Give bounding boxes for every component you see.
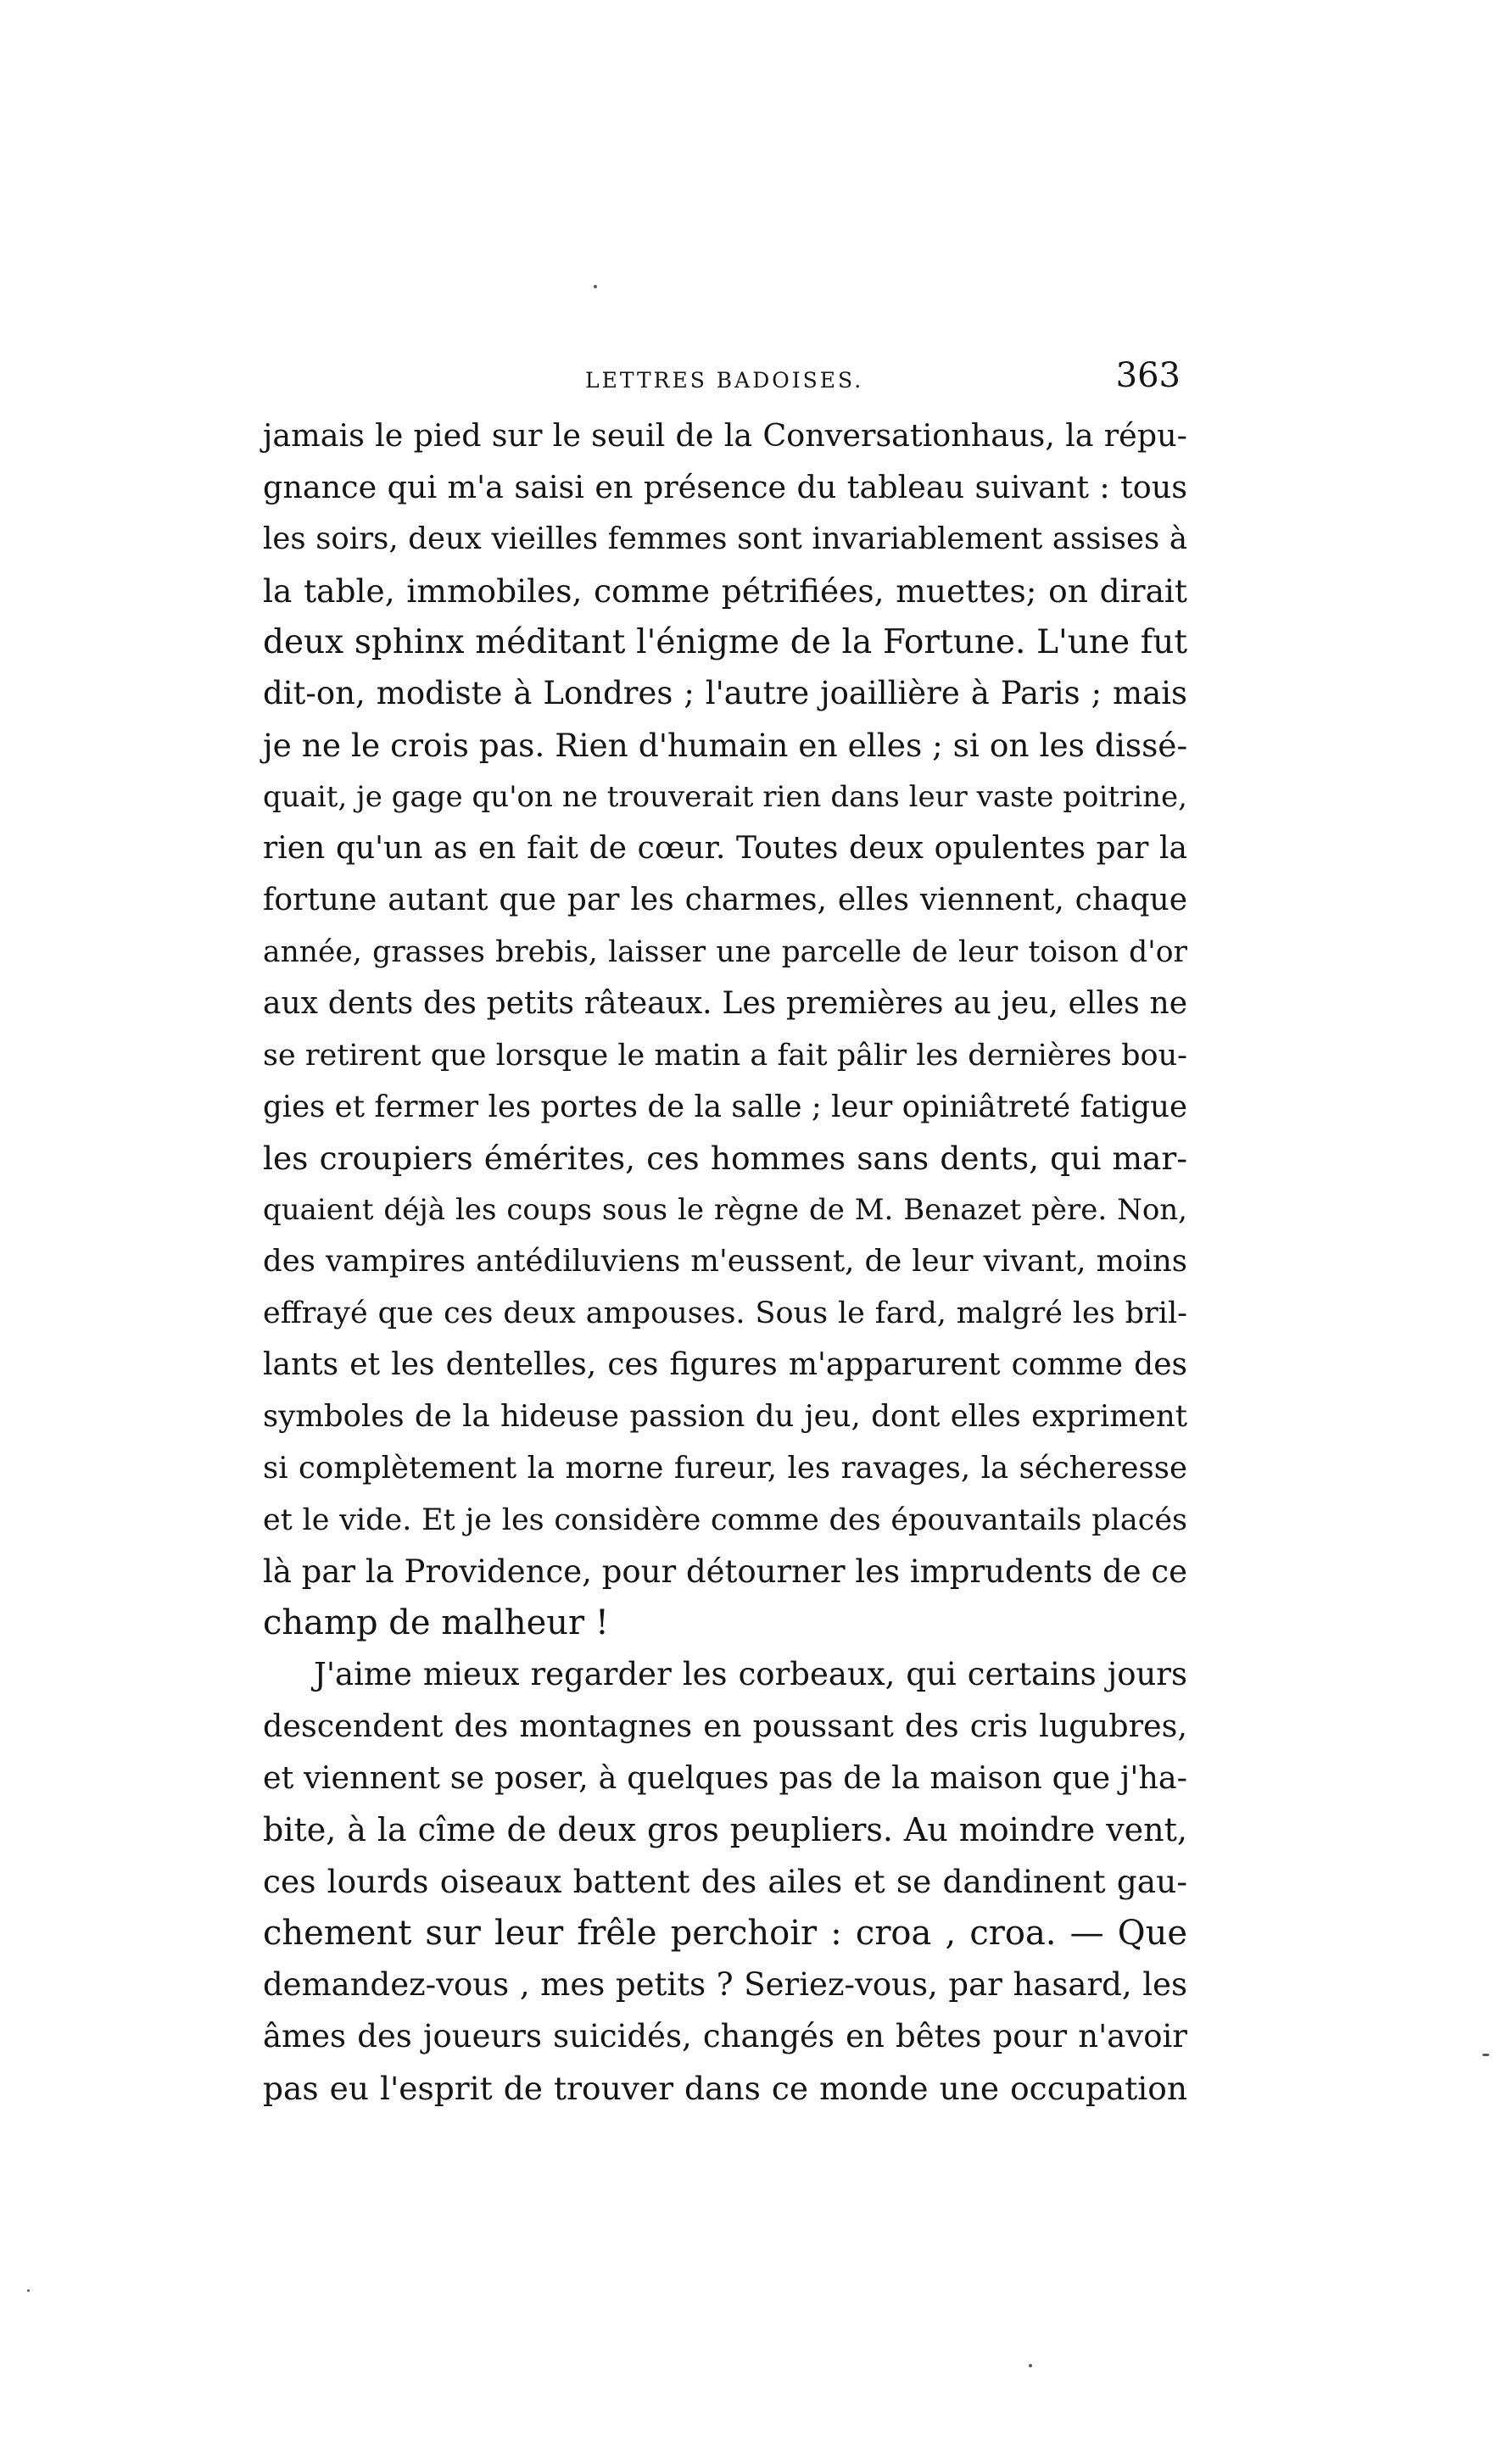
text-line: chement sur leur frêle perchoir : croa , croa. — Que (263, 1913, 1187, 1953)
text-line: année, grasses brebis, laisser une parcelle de leur toison d'or (263, 934, 1187, 969)
text-line: jamais le pied sur le seuil de la Conversationhaus, la répu- (263, 417, 1187, 454)
text-line: dit-on, modiste à Londres ; l'autre joaillière à Paris ; mais (263, 675, 1187, 712)
text-line: gnance qui m'a saisi en présence du tableau suivant : tous (263, 468, 1187, 505)
text-line: rien qu'un as en fait de cœur. Toutes deux opulentes par la (263, 831, 1187, 867)
text-line: bite, à la cîme de deux gros peupliers. Au moindre vent, (263, 1811, 1187, 1849)
text-line: les soirs, deux vieilles femmes sont invariablement assises à (263, 521, 1187, 556)
text-line: demandez-vous , mes petits ? Seriez-vous, par hasard, les (263, 1965, 1187, 2003)
text-line: la table, immobiles, comme pétrifiées, muettes; on dirait (263, 571, 1187, 610)
running-header (263, 356, 1187, 407)
text-line: symboles de la hideuse passion du jeu, dont elles expriment (263, 1398, 1187, 1434)
text-line: fortune autant que par les charmes, elles viennent, chaque (263, 883, 1187, 918)
text-line: descendent des montagnes en poussant des cris lugubres, (263, 1708, 1187, 1745)
text-line: quait, je gage qu'on ne trouverait rien dans leur vaste poitrine, (263, 780, 1187, 815)
scan-speck (27, 2289, 30, 2292)
text-line: effrayé que ces deux ampouses. Sous le fard, malgré les bril- (263, 1296, 1187, 1331)
text-line: gies et fermer les portes de la salle ; leur opiniâtreté fatigue (263, 1089, 1187, 1124)
running-title: LETTRES BADOISES. (585, 368, 864, 393)
page-number: 363 (1115, 356, 1181, 395)
text-line: lants et les dentelles, ces figures m'apparurent comme des (263, 1347, 1187, 1383)
text-line: champ de malheur ! (263, 1603, 609, 1643)
text-line: âmes des joueurs suicidés, changés en bêtes pour n'avoir (263, 2017, 1187, 2054)
text-line: et viennent se poser, à quelques pas de la maison que j'ha- (263, 1759, 1187, 1797)
text-line: les croupiers émérites, ces hommes sans dents, qui mar- (263, 1140, 1187, 1178)
text-line: si complètement la morne fureur, les ravages, la sécheresse (263, 1450, 1187, 1486)
scan-speck (1482, 2054, 1489, 2056)
text-line: pas eu l'esprit de trouver dans ce monde une occupation (263, 2069, 1187, 2107)
paragraph-start-line: J'aime mieux regarder les corbeaux, qui certains jours (314, 1656, 1187, 1693)
body-text (263, 410, 1187, 2114)
text-line: et le vide. Et je les considère comme des épouvantails placés (263, 1502, 1187, 1537)
text-line: se retirent que lorsque le matin a fait pâlir les dernières bou- (263, 1038, 1187, 1073)
text-line: je ne le crois pas. Rien d'humain en elles ; si on les dissé- (263, 727, 1188, 765)
scan-speck (1029, 2364, 1032, 2367)
text-line: aux dents des petits râteaux. Les premières au jeu, elles ne (263, 985, 1187, 1021)
text-line: là par la Providence, pour détourner les imprudents de ce (263, 1553, 1187, 1590)
text-line: ces lourds oiseaux battent des ailes et se dandinent gau- (263, 1862, 1187, 1900)
text-line: quaient déjà les coups sous le règne de M. Benazet père. Non, (263, 1193, 1187, 1228)
scan-speck (594, 285, 597, 288)
text-line: des vampires antédiluviens m'eussent, de leur vivant, moins (263, 1244, 1187, 1279)
text-line: deux sphinx méditant l'énigme de la Fortune. L'une fut (263, 622, 1187, 661)
